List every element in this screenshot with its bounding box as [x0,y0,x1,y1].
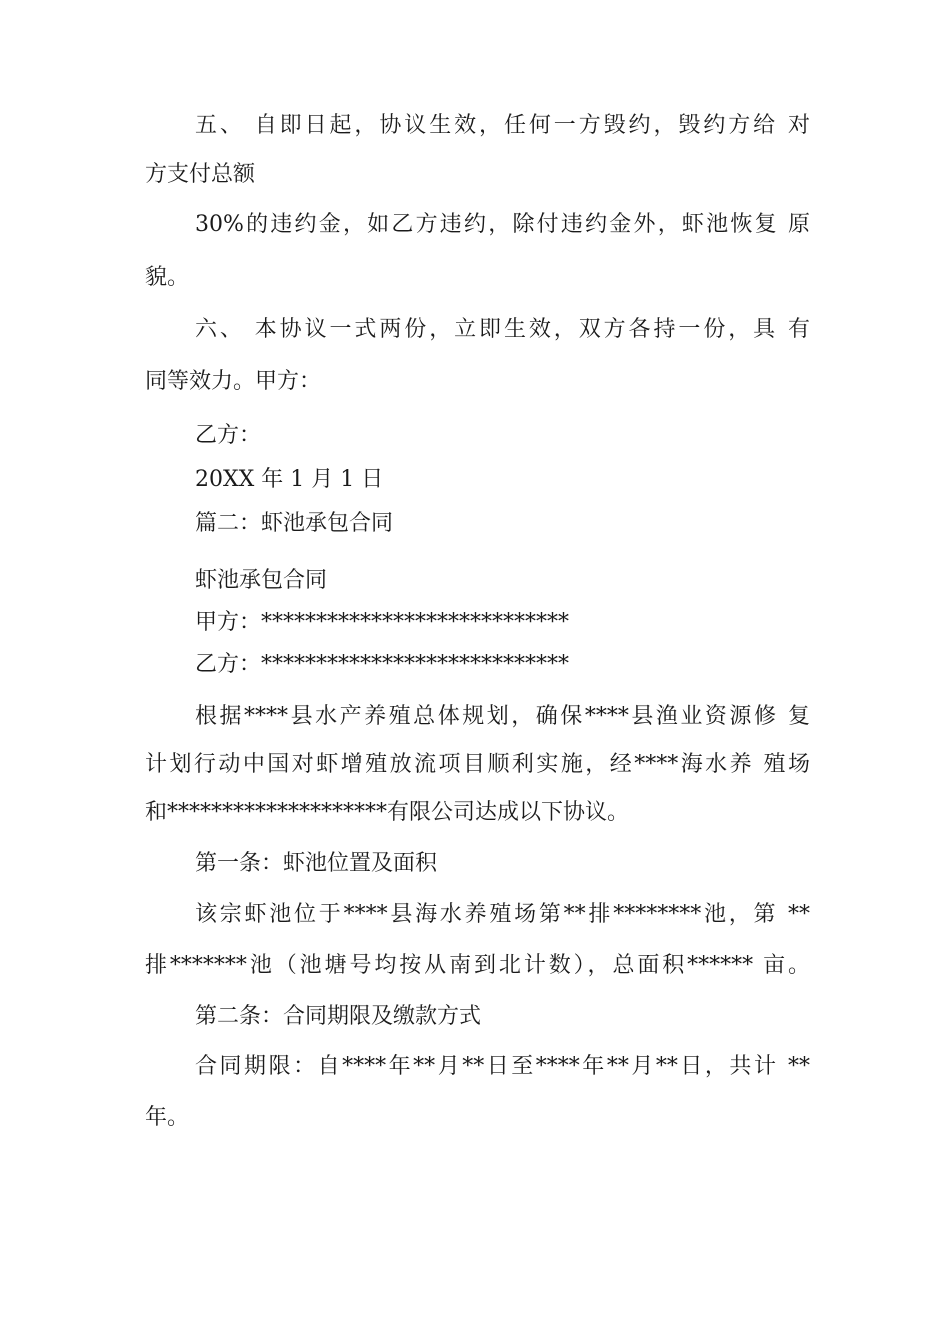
paragraph-line: 合同期限：自****年**月**日至****年**月**日，共计 ** [195,1054,810,1079]
date-line: 20XX 年 1 月 1 日 [195,467,384,492]
paragraph-line: 排*******池（池塘号均按从南到北计数），总面积****** 亩。 [145,953,810,978]
paragraph-line: 计划行动中国对虾增殖放流项目顺利实施，经****海水养 殖场 [145,752,810,777]
article-heading: 第二条：合同期限及缴款方式 [195,1004,482,1029]
paragraph-line: 六、 本协议一式两份，立即生效，双方各持一份，具 有 [195,317,810,342]
paragraph-line: 貌。 [145,265,190,290]
paragraph-line: 同等效力。甲方： [145,369,322,394]
paragraph-line: 根据****县水产养殖总体规划，确保****县渔业资源修 复 [195,704,810,729]
paragraph-line: 五、 自即日起，协议生效，任何一方毁约，毁约方给 对 [195,113,810,138]
paragraph-line: 方支付总额 [145,162,256,187]
party-b-line: 乙方：**************************** [195,652,570,677]
paragraph-line: 年。 [145,1105,190,1130]
section-heading: 篇二：虾池承包合同 [195,511,394,536]
party-a-line: 甲方：**************************** [195,610,570,635]
paragraph-line: 30%的违约金，如乙方违约，除付违约金外，虾池恢复 原 [195,212,810,237]
paragraph-line: 和********************有限公司达成以下协议。 [145,800,630,825]
article-heading: 第一条：虾池位置及面积 [195,851,438,876]
contract-title: 虾池承包合同 [195,568,328,593]
party-b-label: 乙方： [195,423,262,448]
paragraph-line: 该宗虾池位于****县海水养殖场第**排********池，第 ** [195,902,810,927]
